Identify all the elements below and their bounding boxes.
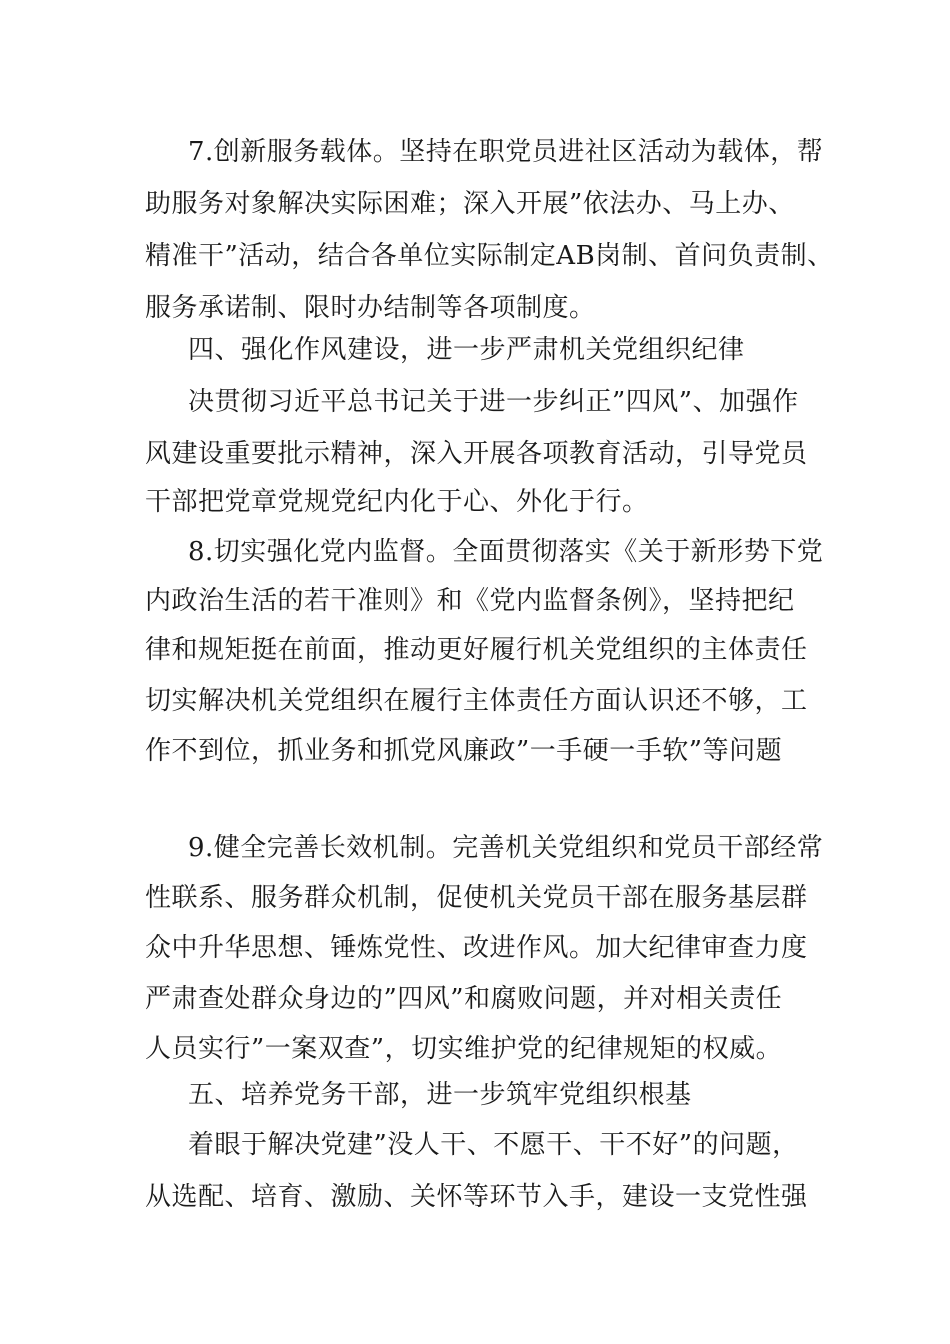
section-4-intro-line-3: 干部把党章党规党纪内化于心、外化于行。 bbox=[145, 487, 649, 517]
paragraph-9-line-2: 性联系、服务群众机制，促使机关党员干部在服务基层群 bbox=[145, 883, 808, 913]
paragraph-7-line-2: 助服务对象解决实际困难；深入开展”依法办、马上办、 bbox=[145, 189, 795, 219]
paragraph-8-line-4: 切实解决机关党组织在履行主体责任方面认识还不够，工 bbox=[145, 686, 808, 716]
paragraph-9-line-1: 9.健全完善长效机制。完善机关党组织和党员干部经常 bbox=[188, 833, 824, 863]
paragraph-7-line-1: 7.创新服务载体。坚持在职党员进社区活动为载体，帮 bbox=[188, 137, 824, 167]
section-5-heading: 五、培养党务干部，进一步筑牢党组织根基 bbox=[188, 1080, 692, 1110]
paragraph-7-line-3: 精准干”活动，结合各单位实际制定AB岗制、首问负责制、 bbox=[145, 241, 834, 271]
paragraph-9-line-4: 严肃查处群众身边的”四风”和腐败问题，并对相关责任 bbox=[145, 984, 783, 1014]
paragraph-8-line-3: 律和规矩挺在前面，推动更好履行机关党组织的主体责任 bbox=[145, 635, 808, 665]
section-4-intro-line-2: 风建设重要批示精神，深入开展各项教育活动，引导党员 bbox=[145, 439, 808, 469]
section-5-intro-line-2: 从选配、培育、激励、关怀等环节入手，建设一支党性强 bbox=[145, 1182, 808, 1212]
paragraph-9-line-3: 众中升华思想、锤炼党性、改进作风。加大纪律审查力度 bbox=[145, 933, 808, 963]
section-4-intro-line-1: 决贯彻习近平总书记关于进一步纠正”四风”、加强作 bbox=[188, 387, 799, 417]
paragraph-7-line-4: 服务承诺制、限时办结制等各项制度。 bbox=[145, 293, 596, 323]
paragraph-8-line-2: 内政治生活的若干准则》和《党内监督条例》，坚持把纪 bbox=[145, 586, 795, 616]
section-5-intro-line-1: 着眼于解决党建”没人干、不愿干、干不好”的问题， bbox=[188, 1130, 799, 1160]
paragraph-8-line-5: 作不到位，抓业务和抓党风廉政”一手硬一手软”等问题 bbox=[145, 736, 783, 766]
section-4-heading: 四、强化作风建设，进一步严肃机关党组织纪律 bbox=[188, 335, 745, 365]
paragraph-8-line-1: 8.切实强化党内监督。全面贯彻落实《关于新形势下党 bbox=[188, 537, 824, 567]
paragraph-9-line-5: 人员实行”一案双查”，切实维护党的纪律规矩的权威。 bbox=[145, 1034, 783, 1064]
